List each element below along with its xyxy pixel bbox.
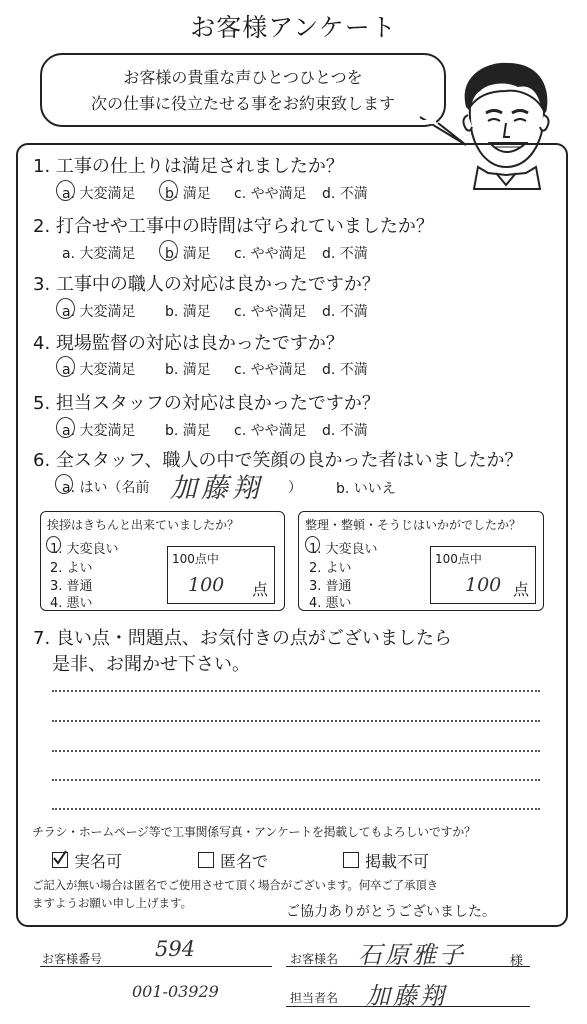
q1-option-c[interactable]: c. やや満足 (234, 186, 307, 202)
tidiness-item-4[interactable]: 4. 悪い (309, 596, 352, 611)
question-2: 2. 打合せや工事中の時間は守られていましたか？ (33, 216, 434, 237)
customer-number-value[interactable]: 594 (155, 937, 196, 961)
checkbox-icon[interactable] (343, 852, 359, 868)
q4-option-a-circle-mark (56, 356, 75, 377)
consent-option-label: 掲載不可 (365, 852, 430, 871)
consent-option-real-name[interactable] (52, 849, 122, 872)
greeting-item-4[interactable]: 4. 悪い (50, 596, 93, 611)
customer-name-line (286, 966, 530, 967)
q2-option-d[interactable]: d. 不満 (322, 246, 368, 262)
q5-option-b[interactable]: b. 満足 (165, 423, 211, 439)
q2-option-c[interactable]: c. やや満足 (234, 246, 307, 262)
customer-name-value[interactable]: 石原雅子 (358, 941, 466, 969)
q4-option-c[interactable]: c. やや満足 (234, 362, 307, 378)
consent-note-line-2: ますようお願い申し上げます。 (32, 896, 193, 910)
q1-option-d[interactable]: d. 不満 (322, 186, 368, 202)
question-5: 5. 担当スタッフの対応は良かったですか？ (33, 393, 380, 414)
greeting-item-3[interactable]: 3. 普通 (50, 579, 93, 594)
tidiness-box-title: 整理・整頓・そうじはいかがでしたか？ (305, 518, 522, 532)
question-1: 1. 工事の仕上りは満足されましたか？ (33, 156, 344, 177)
page-title: お客様アンケート (190, 13, 397, 42)
customer-name-label: お客様名 (290, 952, 339, 966)
consent-question: チラシ・ホームページ等で工事関係写真・アンケートを掲載してもよろしいですか？ (32, 825, 476, 839)
tidiness-item-3[interactable]: 3. 普通 (309, 579, 352, 594)
q5-option-a[interactable]: a. 大変満足 (62, 423, 136, 439)
comment-line[interactable] (52, 779, 540, 781)
consent-option-label: 実名可 (74, 852, 123, 871)
greeting-item-1[interactable]: 1. 大変良い (50, 542, 119, 557)
question-7-line-1: 7. 良い点・問題点、お気付きの点がございましたら (33, 628, 452, 649)
q1-option-a-circle-mark (56, 180, 75, 201)
tidiness-item-1-circle-mark (305, 536, 320, 553)
question-3: 3. 工事中の職人の対応は良かったですか？ (33, 274, 380, 295)
tidiness-item-1[interactable]: 1. 大変良い (309, 542, 378, 557)
customer-code-handwritten: 001-03929 (132, 982, 219, 1001)
q2-option-a[interactable]: a. 大変満足 (62, 246, 136, 262)
bubble-line-1: お客様の貴重な声ひとつひとつを (123, 68, 363, 87)
q5-option-a-circle-mark (56, 417, 75, 438)
tidiness-score-unit: 点 (513, 580, 530, 599)
q6-no-option[interactable]: b. いいえ (336, 481, 396, 497)
greeting-score-unit: 点 (252, 580, 269, 599)
greeting-box-title: 挨拶はきちんと出来ていましたか？ (47, 518, 240, 532)
question-6: 6. 全スタッフ、職人の中で笑顔の良かった者はいましたか？ (33, 450, 523, 471)
comment-line[interactable] (52, 750, 540, 752)
q1-option-b-circle-mark (159, 180, 178, 201)
q5-option-c[interactable]: c. やや満足 (234, 423, 307, 439)
question-4: 4. 現場監督の対応は良かったですか？ (33, 333, 344, 354)
checkbox-icon[interactable] (198, 852, 214, 868)
q3-option-c[interactable]: c. やや満足 (234, 304, 307, 320)
q6-close-paren: ） (288, 480, 302, 496)
greeting-item-2[interactable]: 2. よい (50, 561, 93, 576)
q3-option-a[interactable]: a. 大変満足 (62, 304, 136, 320)
comment-line[interactable] (52, 720, 540, 722)
tidiness-score-box (430, 546, 536, 604)
q4-option-b[interactable]: b. 満足 (165, 362, 211, 378)
tidiness-score-value: 100 (465, 574, 502, 596)
question-7-line-2: 是非、お聞かせ下さい。 (52, 654, 250, 675)
greeting-score-box (167, 546, 275, 604)
q6-staff-name-handwritten: 加藤翔 (170, 473, 263, 504)
thanks-message: ご協力ありがとうございました。 (286, 904, 496, 920)
tidiness-score-label: 100点中 (435, 552, 482, 566)
tidiness-item-2[interactable]: 2. よい (309, 561, 352, 576)
consent-option-anonymous[interactable] (198, 849, 268, 872)
q6-yes-option[interactable]: a. はい（名前 (62, 480, 150, 496)
q3-option-d[interactable]: d. 不満 (322, 304, 368, 320)
consent-option-no-publish[interactable] (343, 849, 429, 872)
comment-line[interactable] (52, 808, 540, 810)
q2-option-b[interactable]: b. 満足 (165, 246, 211, 262)
consent-option-label: 匿名で (220, 852, 269, 871)
tidiness-rating-box (298, 511, 544, 611)
checkbox-checked-icon[interactable] (52, 852, 68, 868)
staff-name-value[interactable]: 加藤翔 (366, 982, 447, 1010)
q1-option-b[interactable]: b. 満足 (165, 186, 211, 202)
customer-number-line (40, 966, 272, 967)
q1-option-a[interactable]: a. 大変満足 (62, 186, 136, 202)
greeting-score-value: 100 (188, 574, 225, 596)
greeting-score-label: 100点中 (172, 552, 219, 566)
q3-option-a-circle-mark (56, 298, 75, 319)
staff-name-label: 担当者名 (290, 991, 339, 1005)
greeting-item-1-circle-mark (46, 536, 61, 553)
consent-note-line-1: ご記入が無い場合は匿名でご使用させて頂く場合がございます。何卒ご了承頂き (32, 878, 438, 892)
q5-option-d[interactable]: d. 不満 (322, 423, 368, 439)
comment-line[interactable] (52, 690, 540, 692)
staff-name-line (286, 1006, 530, 1007)
customer-honorific: 様 (510, 954, 524, 969)
q3-option-b[interactable]: b. 満足 (165, 304, 211, 320)
greeting-rating-box (40, 511, 285, 611)
q6-yes-circle-mark (55, 474, 73, 494)
speech-bubble (40, 53, 446, 127)
q2-option-b-circle-mark (159, 240, 178, 261)
customer-number-label: お客様番号 (42, 952, 103, 966)
q4-option-a[interactable]: a. 大変満足 (62, 362, 136, 378)
bubble-line-2: 次の仕事に役立たせる事をお約束致します (90, 94, 395, 113)
q4-option-d[interactable]: d. 不満 (322, 362, 368, 378)
